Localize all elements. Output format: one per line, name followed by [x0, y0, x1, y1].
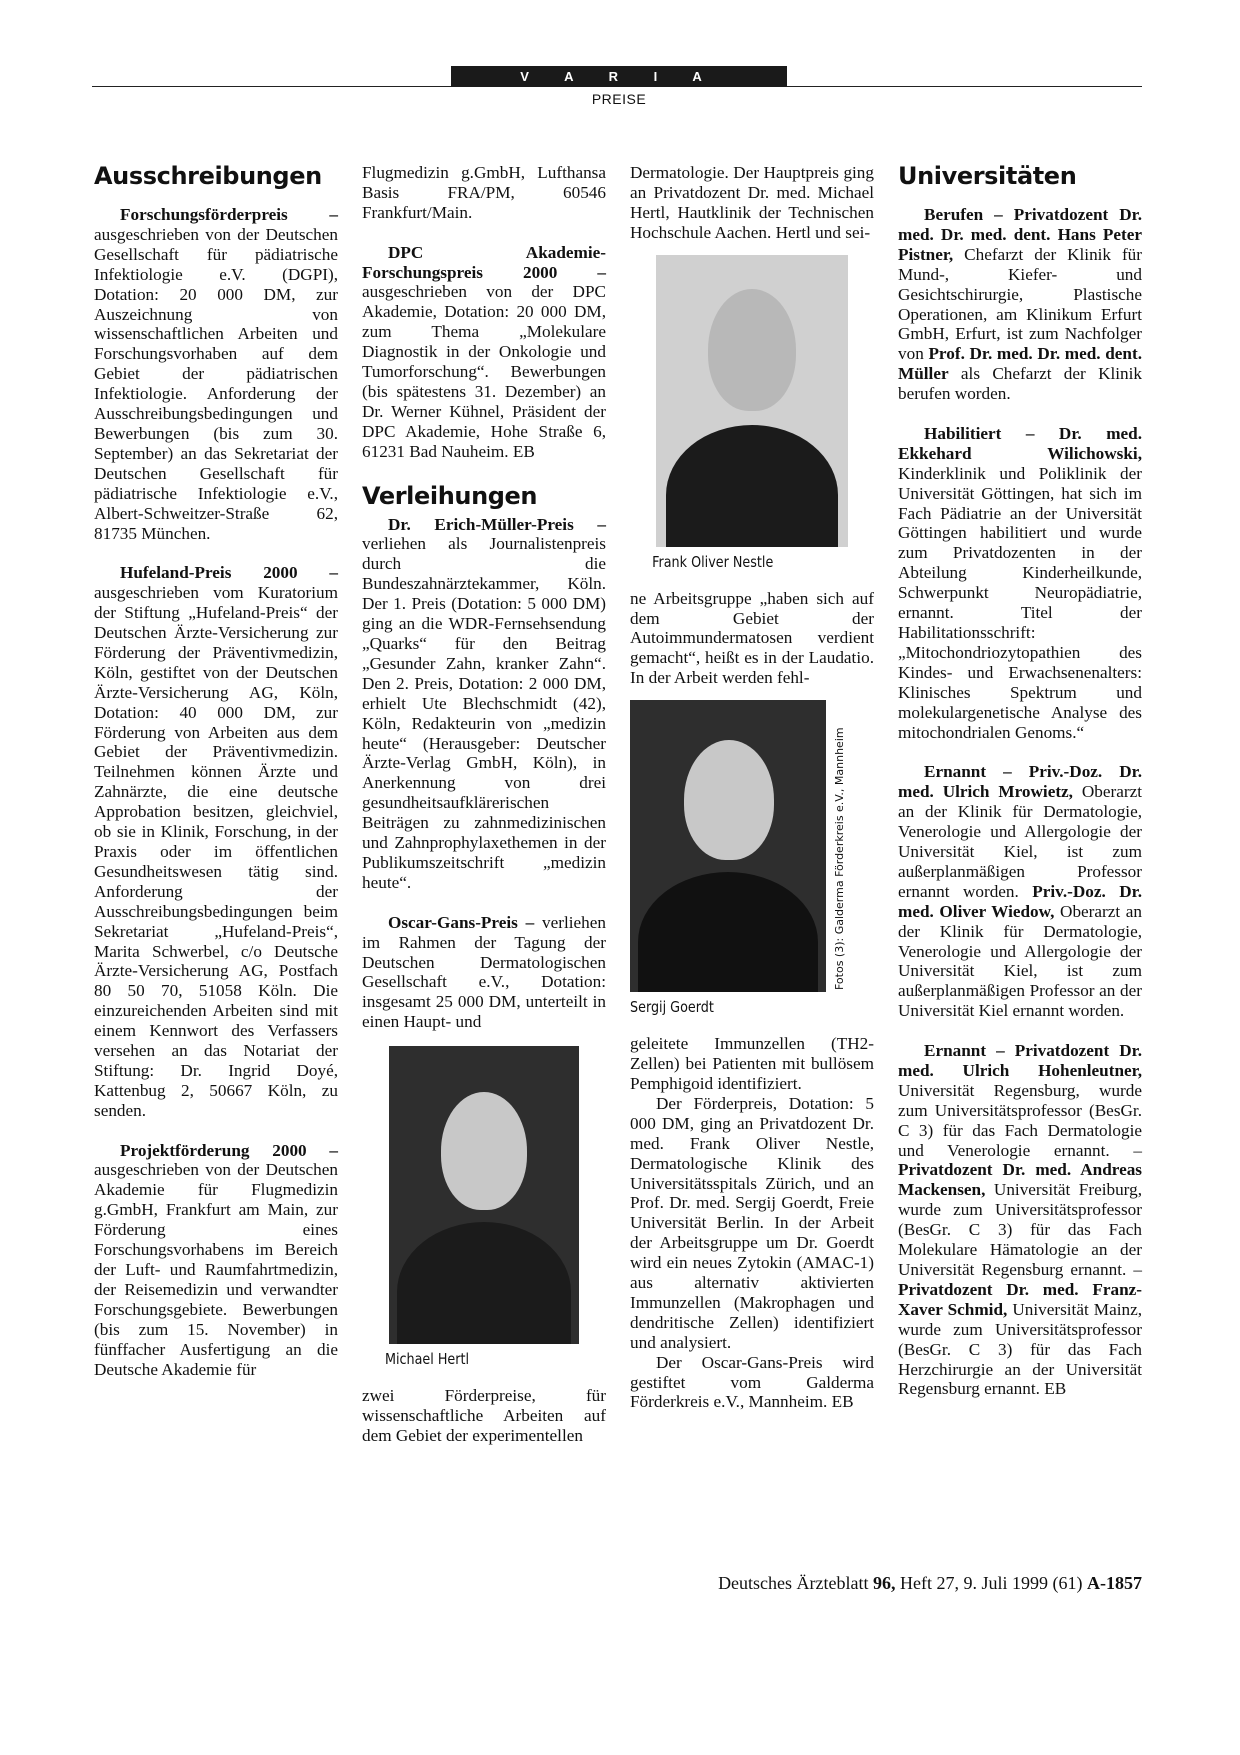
column-4	[898, 163, 1142, 1399]
article-continuation: Dermatologie. Der Hauptpreis ging an Privatdozent Dr. med. Michael Hertl, Hautklinik der Technischen Hochschule Aachen. Hertl und sei-	[630, 163, 874, 242]
article-title: Habilitiert – Dr. med. Ekkehard Wilichowski,	[898, 423, 1142, 463]
article-name: Privatdozent Dr. med. Andreas Mackensen,	[898, 1160, 1142, 1200]
article-body: Chefarzt der Klinik für Mund-, Kiefer- und Gesichtschirurgie, Plastische Operationen, am Klinikum Erfurt GmbH, Erfurt, ist zum Nachfolger von	[898, 244, 1142, 364]
article-name: Prof. Dr. med. Dr. med. dent. Müller	[898, 344, 1142, 384]
article-continuation: ne Arbeitsgruppe „haben sich auf dem Gebiet der Autoimmundermatosen verdient gemacht“, heißt es in der Laudatio. In der Arbeit werden fehl-	[630, 588, 874, 688]
portrait-photo-goerdt	[630, 700, 826, 992]
column-3	[630, 163, 874, 1412]
photo-caption: Michael Hertl	[384, 1350, 470, 1369]
subsection-label: PREISE	[591, 91, 647, 107]
article-title: Ernannt – Privatdozent Dr. med. Ulrich Hohenleutner,	[898, 1041, 1142, 1080]
article-title: Oscar-Gans-Preis –	[388, 912, 535, 932]
journal-name: Deutsches Ärzteblatt	[718, 1573, 874, 1593]
article-projektfoerderung	[94, 1141, 338, 1380]
photo-credit: Fotos (3): Galderma Förderkreis e.V., Mannheim	[833, 727, 846, 991]
portrait-photo-nestle	[656, 255, 848, 547]
article-body: ausgeschrieben von der DPC Akademie, Dotation: 20 000 DM, zum Thema „Molekulare Diagnostik in der Onkologie und Tumorforschung“. Bewerbungen (bis spätestens 31. Dezember) an Dr. Werner Kühnel, Präsident der DPC Akademie, Hohe Straße 6, 61231 Bad Nauheim. EB	[362, 282, 606, 461]
article-forschungsfoerderpreis	[94, 205, 338, 543]
heading-verleihungen: Verleihungen	[362, 481, 538, 510]
photo-caption: Frank Oliver Nestle	[652, 552, 774, 571]
heading-universitaeten: Universitäten	[898, 162, 1077, 190]
article-body: ausgeschrieben von der Deutschen Akademie für Flugmedizin g.GmbH, Frankfurt am Main, zur Förderung eines Forschungsvorhabens im Bereich der Luft- und Raumfahrtmedizin, der Reisemedizin und verwandter Forschungsgebiete. Bewerbungen (bis zum 15. November) in fünffacher Ausfertigung an die Deutsche Akademie für	[94, 1160, 338, 1379]
column-2	[362, 163, 606, 1446]
photo-caption: Sergij Goerdt	[630, 998, 714, 1017]
article-ernannt-regensburg	[898, 1041, 1142, 1399]
article-paragraph: Der Oscar-Gans-Preis wird gestiftet vom Galderma Förderkreis e.V., Mannheim. EB	[630, 1352, 874, 1412]
article-title: Dr. Erich-Müller-Preis –	[388, 514, 606, 534]
article-title: Berufen – Privatdozent Dr. med. Dr. med. dent. Hans Peter Pistner,	[898, 205, 1142, 264]
photo-block-goerdt	[630, 700, 874, 992]
article-body: Universität Regensburg, wurde zum Universitätsprofessor (BesGr. C 3) für das Fach Dermatologie und Venerologie ernannt. –	[898, 1080, 1142, 1160]
article-paragraph: Der Förderpreis, Dotation: 5 000 DM, ging an Privatdozent Dr. med. Frank Oliver Nestle, Dermatologische Klinik des Universitätsspitals Zürich, und an Prof. Dr. med. Sergij Goerdt, Freie Universität Berlin. In der Arbeit der Arbeitsgruppe um Dr. Goerdt wird ein neues Zytokin (AMAC-1) aus alternativ aktivierten Immunzellen (Makrophagen und dendritische Zellen) identifiziert und analysiert.	[630, 1093, 874, 1352]
journal-volume: 96,	[873, 1573, 896, 1593]
article-continuation: Flugmedizin g.GmbH, Lufthansa Basis FRA/PM, 60546 Frankfurt/Main.	[362, 163, 606, 222]
article-body: ausgeschrieben von der Deutschen Gesellschaft für pädiatrische Infektiologie e.V. (DGPI), Dotation: 20 000 DM, zur Auszeichnung von wissenschaftlichen Arbeiten und Forschungsvorhaben auf dem Gebiet der pädiatrischen Infektiologie. Anforderung der Ausschreibungsbedingungen und Bewerbungen (bis zum 30. September) an das Sekretariat der Deutschen Gesellschaft für pädiatrische Infektiologie e.V., Albert-Schweitzer-Straße 62, 81735 München.	[94, 224, 338, 543]
article-habilitiert	[898, 424, 1142, 743]
journal-issue: Heft 27, 9. Juli 1999 (61)	[895, 1573, 1087, 1593]
article-body: verliehen im Rahmen der Tagung der Deutschen Dermatologischen Gesellschaft e.V., Dotation: insgesamt 25 000 DM, unterteilt in einen Haupt- und	[362, 912, 606, 1032]
article-body: Oberarzt an der Klinik für Dermatologie, Venerologie und Allergologie der Universität Kiel, ist zum außerplanmäßigen Professor an der Universität Kiel ernannt worden.	[898, 901, 1142, 1021]
page-number: A-1857	[1087, 1573, 1142, 1593]
article-continuation: geleitete Immunzellen (TH2-Zellen) bei Patienten mit bullösem Pemphigoid identifiziert.	[630, 1034, 874, 1093]
heading-ausschreibungen: Ausschreibungen	[94, 162, 322, 190]
article-title: Hufeland-Preis 2000 –	[120, 563, 338, 583]
article-name: Privatdozent Dr. med. Franz-Xaver Schmid,	[898, 1279, 1142, 1319]
article-body: Universität Mainz, wurde zum Universitätsprofessor (BesGr. C 3) für das Fach Herzchirurgie an der Universität Regensburg ernannt. EB	[898, 1299, 1143, 1399]
article-title: Ernannt – Priv.-Doz. Dr. med. Ulrich Mrowietz,	[898, 762, 1142, 802]
article-berufen	[898, 205, 1142, 404]
article-ernannt-kiel	[898, 762, 1142, 1021]
article-body: als Chefarzt der Klinik berufen worden.	[898, 364, 1142, 404]
article-body: Universität Freiburg, wurde zum Universitätsprofessor (BesGr. C 3) für das Fach Molekulare Hämatologie an der Universität Regensburg ernannt. –	[898, 1180, 1142, 1279]
page-footer	[600, 1573, 1142, 1594]
article-continuation: zwei Förderpreise, für wissenschaftliche Arbeiten auf dem Gebiet der experimentellen	[362, 1386, 606, 1445]
article-erich-mueller-preis	[362, 515, 606, 893]
article-title: Forschungsförderpreis –	[120, 205, 338, 224]
section-label: V A R I A	[451, 66, 787, 87]
article-body: Kinderklinik und Poliklinik der Universität Göttingen, hat sich im Fach Pädiatrie an der Universität Göttingen habilitiert und wurde zum Privatdozenten in der Abteilung Kinderheilkunde, Schwerpunkt Neuropädiatrie, ernannt. Titel der Habilitationsschrift: „Mitochondriozytopathien des Kindes- und Erwachsenenalters: Klinisches Spektrum und molekulargenetische Analyse des mitochondrialen Genoms.“	[898, 463, 1142, 742]
article-body: Oberarzt an der Klinik für Dermatologie, Venerologie und Allergologie der Universität Kiel, ist zum außerplanmäßigen Professor ernannt worden.	[898, 782, 1142, 901]
article-body: verliehen als Journalistenpreis durch die Bundeszahnärztekammer, Köln. Der 1. Preis (Dotation: 5 000 DM) ging an die WDR-Fernsehsendung „Quarks“ für den Beitrag „Gesunder Zahn, kranker Zahn“. Den 2. Preis, Dotation: 2 000 DM, erhielt Ute Blechschmidt (42), Köln, Redakteurin von „medizin heute“ (Herausgeber: Deutscher Ärzte-Verlag GmbH, Köln), in Anerkennung von drei gesundheitsaufklärerischen Beiträgen zu zahnmedizinischen und Zahnprophylaxethemen in der Publikumszeitschrift „medizin heute“.	[362, 534, 606, 892]
article-dpc-akademie	[362, 243, 606, 462]
article-hufeland-preis	[94, 563, 338, 1120]
article-body: ausgeschrieben vom Kuratorium der Stiftung „Hufeland-Preis“ der Deutschen Ärzte-Versicherung zur Förderung der Präventivmedizin, Köln, gestiftet von der Deutschen Ärzte-Versicherung AG, Köln, Dotation: 40 000 DM, zur Förderung von Arbeiten aus dem Gebiet der Präventivmedizin. Teilnehmen können Ärzte und Zahnärzte, die eine deutsche Approbation besitzen, gleichviel, ob sie in Klinik, Forschung, in der Praxis oder im öffentlichen Gesundheitswesen tätig sind. Anforderung der Ausschreibungsbedingungen beim Sekretariat „Hufeland-Preis“, Marita Schwerbel, c/o Deutsche Ärzte-Versicherung AG, Postfach 80 50 70, 51058 Köln. Die einzureichenden Arbeiten sind mit einem Kennwort des Verfassers versehen an das Notariat der Stiftung: Dr. Ingrid Doyé, Kattenbug 2, 50667 Köln, zu senden.	[94, 583, 338, 1120]
column-1	[94, 163, 338, 1379]
article-name: Priv.-Doz. Dr. med. Oliver Wiedow,	[898, 881, 1142, 921]
article-oscar-gans-preis	[362, 913, 606, 1032]
article-title: DPC Akademie-Forschungspreis 2000 –	[362, 242, 606, 282]
portrait-photo-hertl	[389, 1046, 579, 1344]
article-title: Projektförderung 2000 –	[120, 1140, 338, 1160]
